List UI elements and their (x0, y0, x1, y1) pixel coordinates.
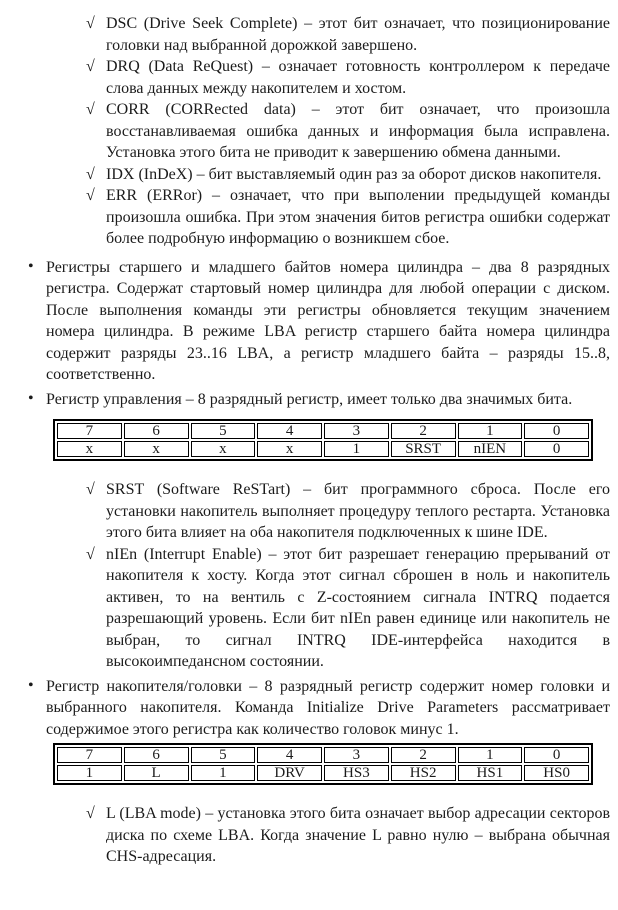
checkmark-icon: √ (86, 187, 95, 204)
paragraph-text: Регистры старшего и младшего байтов номера цилиндра – два 8 разрядных регистра. Содержат стартовый номер цилиндра для любой операции с диском. После выполнения команды эти регистры обновляется текущим значением номера цилиндра. В режиме LBA регистр старшего байта номера цилиндра содержит разряды 23..16 LBA, а регистр младшего байта – разряды 15..8, соответственно. (46, 258, 610, 383)
list-item-text: L (LBA mode) – установка этого бита означает выбор адресации секторов диска по схеме LBA. Когда значение L равно нулю – выбрана обычная CHS-адресация. (106, 805, 610, 865)
table-cell: 1 (324, 441, 389, 457)
table-cell: x (191, 441, 256, 457)
checkmark-icon: √ (86, 101, 95, 118)
table-cell: x (124, 441, 189, 457)
table-cell: 7 (57, 747, 122, 763)
list-item (86, 164, 610, 186)
table-cell: 6 (124, 747, 189, 763)
control-bits-list (0, 479, 610, 673)
checkmark-icon: √ (86, 58, 95, 75)
checkmark-icon: √ (86, 805, 95, 822)
lba-bits-list (0, 803, 610, 868)
bullet-icon: • (28, 257, 34, 275)
list-item (86, 13, 610, 56)
table-cell: L (124, 765, 189, 781)
table-cell: 0 (524, 423, 589, 439)
table-cell: 1 (458, 423, 523, 439)
table-cell: HS1 (458, 765, 523, 781)
table-header-row (57, 747, 589, 763)
list-item-text: CORR (CORRected data) – этот бит означает, что произошла восстанавливаемая ошибка данных и информация была исправлена. Установка этого бита не приводит к завершению обмена данными. (106, 101, 610, 161)
drive-head-table (53, 743, 593, 785)
bullet-icon: • (28, 389, 34, 407)
list-item (86, 56, 610, 99)
list-item-text: nIEn (Interrupt Enable) – этот бит разрешает генерацию прерываний от накопителя к хосту. Когда этот сигнал сброшен в ноль и накопитель активен, то на вентиль с Z-состоянием сигнала INTRQ подается разрешающий уровень. Если бит nIEn равен единице или накопитель не выбран, то сигнал INTRQ IDE-интерфейса находится в высокоимпедансном состоянии. (106, 545, 610, 670)
table-cell: 1 (458, 747, 523, 763)
list-item-text: ERR (ERRor) – означает, что при выполении предыдущей команды произошла ошибка. При этом значения битов регистра ошибки содержат более подробную информацию о возникшем сбое. (106, 187, 610, 247)
control-register-table (53, 419, 593, 461)
table-cell: x (57, 441, 122, 457)
list-item (86, 99, 610, 164)
list-item-text: SRST (Software ReSTart) – бит программного сброса. После его установки накопитель выполняет процедуру теплого рестарта. Установка этого бита влияет на оба накопителя подключенных к шине IDE. (106, 481, 610, 541)
table-cell: 3 (324, 747, 389, 763)
list-item (86, 544, 610, 673)
table-cell: 1 (57, 765, 122, 781)
cylinder-registers-paragraph (28, 257, 610, 386)
drive-head-paragraph (28, 676, 610, 741)
table-cell: 7 (57, 423, 122, 439)
table-cell: 4 (257, 747, 322, 763)
table-cell: HS2 (391, 765, 456, 781)
control-register-paragraph (28, 389, 610, 411)
list-item-text: IDX (InDeX) – бит выставляемый один раз за оборот дисков накопителя. (106, 165, 602, 183)
checkmark-icon: √ (86, 481, 95, 498)
paragraph-text: Регистр управления – 8 разрядный регистр, имеет только два значимых бита. (46, 390, 573, 408)
table-cell: 3 (324, 423, 389, 439)
bullet-icon: • (28, 676, 34, 694)
paragraph-text: Регистр накопителя/головки – 8 разрядный регистр содержит номер головки и выбранного накопителя. Команда Initialize Drive Parameters рассматривает содержимое этого регистра как количество головок минус 1. (46, 677, 610, 738)
table-cell: 0 (524, 747, 589, 763)
table-header-row (57, 423, 589, 439)
table-cell: 2 (391, 747, 456, 763)
table-cell: 4 (257, 423, 322, 439)
table-cell: x (257, 441, 322, 457)
list-item (86, 479, 610, 544)
table-value-row (57, 441, 589, 457)
list-item-text: DSC (Drive Seek Complete) – этот бит означает, что позиционирование головки над выбранной дорожкой завершено. (106, 15, 610, 54)
table-cell: 5 (191, 423, 256, 439)
table-cell: 6 (124, 423, 189, 439)
table-cell: SRST (391, 441, 456, 457)
list-item (86, 185, 610, 250)
table-cell: HS3 (324, 765, 389, 781)
list-item-text: DRQ (Data ReQuest) – означает готовность контроллером к передаче слова данных между накопителем и хостом. (106, 58, 610, 97)
checkmark-icon: √ (86, 165, 95, 183)
table-cell: 1 (191, 765, 256, 781)
table-cell: 5 (191, 747, 256, 763)
table-cell: 2 (391, 423, 456, 439)
status-bit-list (0, 13, 610, 250)
table-cell: 0 (524, 441, 589, 457)
table-value-row (57, 765, 589, 781)
table-cell: DRV (257, 765, 322, 781)
list-item (86, 803, 610, 868)
checkmark-icon: √ (86, 545, 95, 563)
table-cell: HS0 (524, 765, 589, 781)
checkmark-icon: √ (86, 15, 95, 32)
table-cell: nIEN (458, 441, 523, 457)
